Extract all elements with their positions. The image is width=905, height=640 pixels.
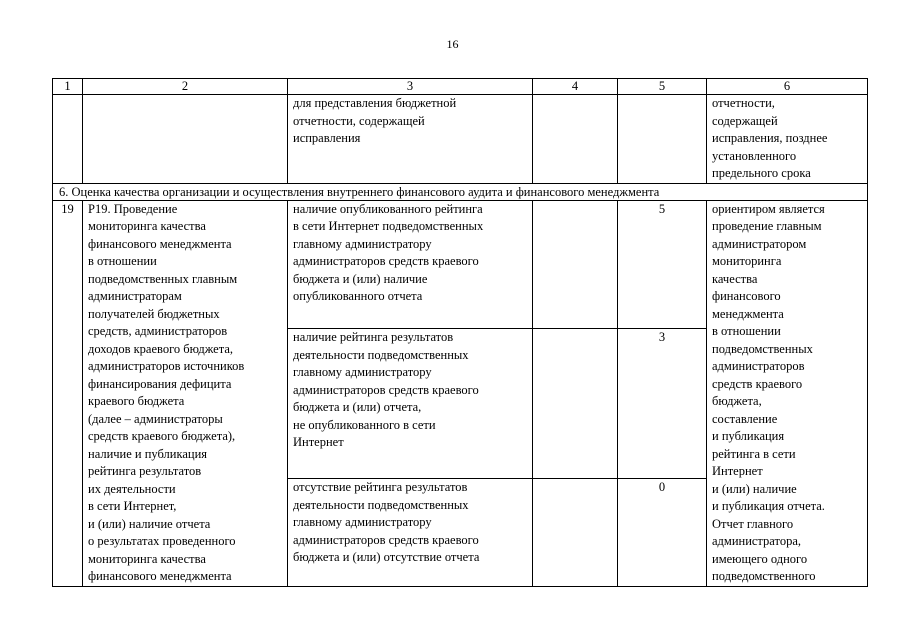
text-line: Интернет	[712, 464, 763, 478]
continuation-col4	[533, 95, 618, 184]
text-line: краевого бюджета	[88, 394, 185, 408]
text-line: наличие и публикация	[88, 446, 208, 461]
text-line: в сети Интернет,	[88, 499, 177, 513]
text-line: предельного срока	[712, 166, 811, 180]
text-line: в отношении	[712, 324, 781, 338]
column-header-2: 2	[83, 79, 288, 95]
continuation-row	[53, 95, 868, 184]
text-line: наличие опубликованного рейтинга	[293, 201, 483, 216]
text-line: администратора,	[712, 534, 801, 548]
criterion-score: 5	[618, 200, 707, 329]
continuation-col1	[53, 95, 83, 184]
text-line: подведомственных главным	[88, 271, 238, 286]
text-line: исправления, позднее	[712, 131, 828, 145]
text-line: опубликованного отчета	[293, 289, 423, 303]
text-line: менеджмента	[712, 306, 784, 321]
section-heading-row	[53, 183, 868, 200]
column-header-4: 4	[533, 79, 618, 95]
text-line: финансирования дефицита	[88, 376, 232, 391]
column-header-3: 3	[288, 79, 533, 95]
text-line: средств краевого	[712, 376, 803, 391]
text-line: мониторинга	[712, 254, 782, 268]
criterion-text	[288, 479, 533, 586]
page-number: 16	[446, 37, 459, 51]
text-line: рейтинга результатов	[88, 464, 202, 478]
column-header-5: 5	[618, 79, 707, 95]
text-line: рейтинга в сети	[712, 446, 796, 461]
text-line: в отношении	[88, 254, 157, 268]
text-line: отчетности, содержащей	[293, 113, 425, 128]
text-line: администраторов средств краевого	[293, 382, 479, 397]
text-line: отчетности,	[712, 96, 775, 110]
text-line: подведомственных	[712, 341, 813, 356]
text-line: администраторов	[712, 359, 805, 373]
text-line: отсутствие рейтинга результатов	[293, 480, 468, 495]
text-line: Отчет главного	[712, 516, 794, 531]
text-line: и (или) наличие отчета	[88, 516, 211, 531]
criterion-col4	[533, 479, 618, 586]
text-line: и публикация	[712, 429, 785, 443]
indicator-row	[53, 200, 868, 329]
text-line: финансового менеджмента	[88, 236, 232, 251]
text-line: мониторинга качества	[88, 551, 206, 566]
text-line: администраторам	[88, 289, 182, 303]
text-line: финансового	[712, 289, 781, 303]
text-line: проведение главным	[712, 219, 822, 233]
column-header-6: 6	[707, 79, 868, 95]
table-header-row	[53, 79, 868, 95]
text-line: администраторов средств краевого	[293, 532, 479, 547]
text-line: администраторов источников	[88, 359, 245, 373]
criterion-score: 3	[618, 329, 707, 479]
text-line: финансового менеджмента	[88, 569, 232, 583]
text-line: мониторинга качества	[88, 219, 206, 233]
text-line: о результатах проведенного	[88, 534, 236, 548]
text-line: бюджета,	[712, 394, 762, 408]
column-header-1: 1	[53, 79, 83, 95]
text-line: Интернет	[293, 435, 344, 450]
text-line: бюджета и (или) отчета,	[293, 400, 422, 415]
text-line: и (или) наличие	[712, 481, 797, 496]
text-line: исправления	[293, 131, 361, 145]
text-line: главному администратору	[293, 236, 432, 251]
indicator-name	[83, 200, 288, 586]
criterion-text	[288, 200, 533, 329]
text-line: имеющего одного	[712, 551, 808, 566]
text-line: получателей бюджетных	[88, 306, 220, 321]
text-line: доходов краевого бюджета,	[88, 341, 234, 356]
criterion-col4	[533, 329, 618, 479]
text-line: средств краевого бюджета),	[88, 429, 236, 443]
text-line: деятельности подведомственных	[293, 497, 469, 512]
text-line: главному администратору	[293, 515, 432, 530]
text-line: составление	[712, 411, 778, 426]
indicator-comment	[707, 200, 868, 586]
text-line: главному администратору	[293, 365, 432, 380]
criterion-text	[288, 329, 533, 479]
text-line: средств, администраторов	[88, 324, 228, 338]
criterion-score: 0	[618, 479, 707, 586]
continuation-col6	[707, 95, 868, 184]
text-line: бюджета и (или) отсутствие отчета	[293, 550, 480, 565]
text-line: для представления бюджетной	[293, 96, 457, 110]
text-line: не опубликованного в сети	[293, 417, 436, 432]
criterion-col4	[533, 200, 618, 329]
section-heading: 6. Оценка качества организации и осуществления внутреннего финансового аудита и финансового менеджмента	[53, 183, 868, 200]
indicator-table	[52, 78, 868, 587]
text-line: наличие рейтинга результатов	[293, 330, 454, 345]
text-line: администратором	[712, 236, 807, 251]
indicator-number: 19	[53, 200, 83, 586]
text-line: деятельности подведомственных	[293, 347, 469, 362]
continuation-col5	[618, 95, 707, 184]
text-line: их деятельности	[88, 481, 176, 496]
text-line: Р19. Проведение	[88, 201, 178, 216]
text-line: в сети Интернет подведомственных	[293, 219, 484, 233]
text-line: установленного	[712, 148, 797, 163]
text-line: бюджета и (или) наличие	[293, 271, 428, 286]
continuation-col2	[83, 95, 288, 184]
text-line: качества	[712, 271, 758, 286]
text-line: администраторов средств краевого	[293, 254, 479, 268]
continuation-col3	[288, 95, 533, 184]
text-line: подведомственного	[712, 569, 816, 583]
text-line: ориентиром является	[712, 201, 825, 216]
text-line: содержащей	[712, 113, 778, 128]
text-line: (далее – администраторы	[88, 411, 223, 426]
text-line: и публикация отчета.	[712, 499, 825, 513]
